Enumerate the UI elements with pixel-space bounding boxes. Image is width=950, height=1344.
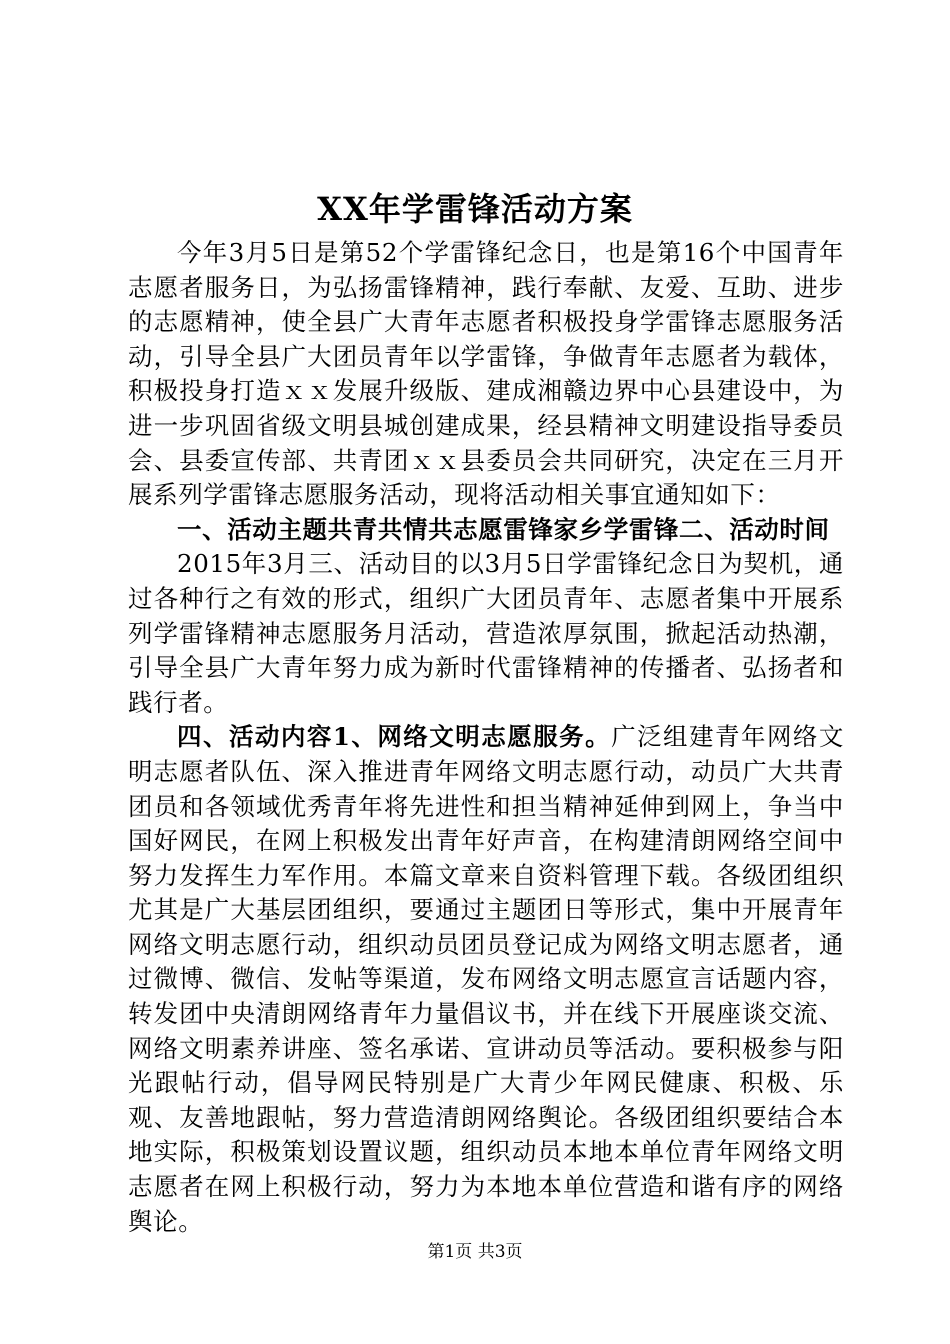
document-body (128, 236, 844, 1239)
intro-paragraph: 今年3月5日是第52个学雷锋纪念日，也是第16个中国青年志愿者服务日，为弘扬雷锋精神，践行奉献、友爱、互助、进步的志愿精神，使全县广大青年志愿者积极投身学雷锋志愿服务活动，引导全县广大团员青年以学雷锋，争做青年志愿者为载体，积极投身打造ｘｘ发展升级版、建成湘赣边界中心县建设中，为进一步巩固省级文明县城创建成果，经县精神文明建设指导委员会、县委宣传部、共青团ｘｘ县委员会共同研究，决定在三月开展系列学雷锋志愿服务活动，现将活动相关事宜通知如下： (128, 238, 844, 510)
content-heading: 四、活动内容1、网络文明志愿服务。 (177, 722, 612, 752)
page-footer: 第1页 共3页 (427, 1242, 523, 1262)
section-heading-theme-time: 一、活动主题共青共情共志愿雷锋家乡学雷锋二、活动时间 (177, 514, 830, 544)
content-body: 广泛组建青年网络文明志愿者队伍、深入推进青年网络文明志愿行动，动员广大共青团员和各领域优秀青年将先进性和担当精神延伸到网上，争当中国好网民，在网上积极发出青年好声音，在构建清朗网络空间中努力发挥生力军作用。本篇文章来自资料管理下载。各级团组织尤其是广大基层团组织，要通过主题团日等形式，集中开展青年网络文明志愿行动，组织动员团员登记成为网络文明志愿者，通过微博、微信、发帖等渠道，发布网络文明志愿宣言话题内容，转发团中央清朗网络青年力量倡议书，并在线下开展座谈交流、网络文明素养讲座、签名承诺、宣讲动员等活动。要积极参与阳光跟帖行动，倡导网民特别是广大青少年网民健康、积极、乐观、友善地跟帖，努力营造清朗网络舆论。各级团组织要结合本地实际，积极策划设置议题，组织动员本地本单位青年网络文明志愿者在网上积极行动，努力为本地本单位营造和谐有序的网络舆论。 (128, 722, 844, 1236)
time-purpose-paragraph: 2015年3月三、活动目的以3月5日学雷锋纪念日为契机，通过各种行之有效的形式，组织广大团员青年、志愿者集中开展系列学雷锋精神志愿服务月活动，营造浓厚氛围，掀起活动热潮，引导全县广大青年努力成为新时代雷锋精神的传播者、弘扬者和践行者。 (128, 549, 844, 717)
document-title: XX年学雷锋活动方案 (317, 190, 633, 228)
content-paragraph (128, 720, 844, 1239)
